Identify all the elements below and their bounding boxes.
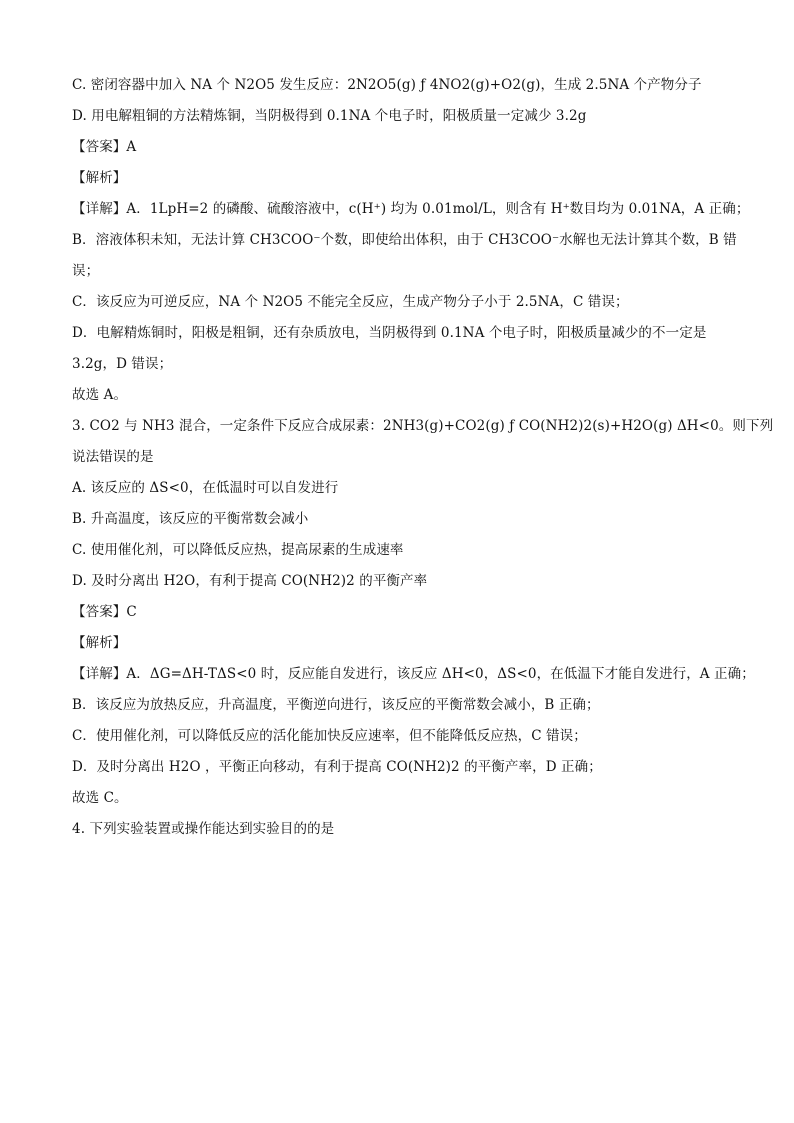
q2-detail-d-line1: D．电解精炼铜时，阳极是粗铜，还有杂质放电，当阴极得到 0.1NA 个电子时，阳极质量减少的不一定是: [72, 325, 707, 341]
q2-detail-c: C．该反应为可逆反应，NA 个 N2O5 不能完全反应，生成产物分子小于 2.5NA，C 错误；: [72, 294, 629, 310]
q3-option-c: C. 使用催化剂，可以降低反应热，提高尿素的生成速率: [72, 542, 404, 558]
q3-option-d: D. 及时分离出 H2O，有利于提高 CO(NH2)2 的平衡产率: [72, 573, 428, 589]
q2-conclusion: 故选 A。: [72, 387, 128, 403]
q3-detail-c: C．使用催化剂，可以降低反应的活化能加快反应速率，但不能降低反应热，C 错误；: [72, 728, 587, 744]
q3-detail-d: D．及时分离出 H2O ，平衡正向移动，有利于提高 CO(NH2)2 的平衡产率，D 正确；: [72, 759, 602, 775]
q3-detail-b: B．该反应为放热反应，升高温度，平衡逆向进行，该反应的平衡常数会减小，B 正确；: [72, 697, 600, 713]
q3-detail-a: 【详解】A．ΔG=ΔH-TΔS<0 时，反应能自发进行，该反应 ΔH<0，ΔS<0，在低温下才能自发进行，A 正确；: [72, 666, 755, 682]
q2-detail-b-line2: 误；: [72, 263, 100, 279]
q3-option-b: B. 升高温度，该反应的平衡常数会减小: [72, 511, 309, 527]
q2-analysis-label: 【解析】: [72, 170, 127, 186]
q4-stem: 4. 下列实验装置或操作能达到实验目的的是: [72, 821, 335, 837]
q2-answer-label: 【答案】A: [72, 139, 137, 155]
q2-detail-d-line2: 3.2g，D 错误；: [72, 356, 173, 372]
q3-stem-line1: 3. CO2 与 NH3 混合，一定条件下反应合成尿素：2NH3(g)+CO2(g) ƒ CO(NH2)2(s)+H2O(g) ΔH<0。则下列: [72, 418, 774, 434]
q2-option-c: C. 密闭容器中加入 NA 个 N2O5 发生反应：2N2O5(g) ƒ 4NO2(g)+O2(g)，生成 2.5NA 个产物分子: [72, 77, 702, 93]
q3-analysis-label: 【解析】: [72, 635, 127, 651]
q2-option-d: D. 用电解粗铜的方法精炼铜，当阴极得到 0.1NA 个电子时，阳极质量一定减少 3.2g: [72, 108, 587, 124]
q3-answer-label: 【答案】C: [72, 604, 137, 620]
q3-conclusion: 故选 C。: [72, 790, 128, 806]
q2-detail-a: 【详解】A．1LpH=2 的磷酸、硫酸溶液中，c(H⁺) 均为 0.01mol/L，则含有 H⁺数目均为 0.01NA，A 正确；: [72, 201, 750, 217]
document-page: [72, 70, 774, 845]
q3-stem-line2: 说法错误的是: [72, 449, 154, 465]
q2-detail-b-line1: B．溶液体积未知，无法计算 CH3COO⁻个数，即使给出体积，由于 CH3COO⁻水解也无法计算其个数，B 错: [72, 232, 737, 248]
q3-option-a: A. 该反应的 ΔS<0，在低温时可以自发进行: [72, 480, 339, 496]
